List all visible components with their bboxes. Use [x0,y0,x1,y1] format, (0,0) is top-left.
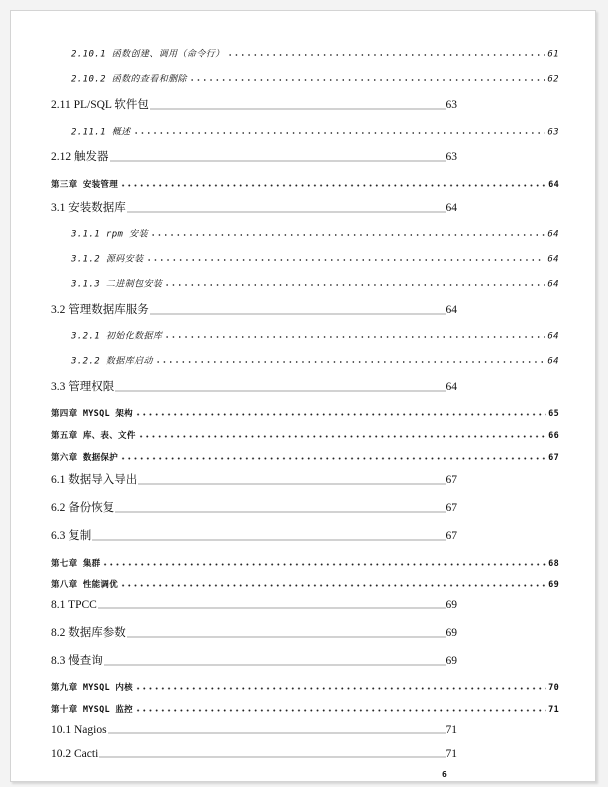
toc-entry-page-number: 69 [445,627,457,639]
toc-entry-title: 第八章 性能调优 [51,580,119,590]
toc-entry [51,681,559,693]
toc-entry-page-number: 71 [548,705,559,715]
toc-entry-page-number: 63 [547,127,559,138]
toc-entry-title: 第五章 库、表、文件 [51,431,136,441]
page-number: 6 [442,770,447,779]
toc-entry-page-number: 64 [445,304,457,316]
dot-leader [227,54,546,57]
toc-entry-title: 10.2 Cacti [51,748,99,760]
toc-entry-title: 6.1 数据导入导出 [51,474,138,486]
toc-entry-page-number: 70 [548,683,559,693]
toc-entry-page-number: 62 [547,74,559,85]
dot-leader [150,234,545,237]
toc-entry [51,652,457,668]
dot-leader [102,563,546,566]
toc-entry-title: 8.2 数据库参数 [51,627,126,639]
toc-entry-title: 第三章 安装管理 [51,180,119,190]
toc-entry-title: 2.10.1 函数创建、调用（命令行） [71,49,225,60]
toc-entry-page-number: 64 [547,229,559,240]
toc-entry [51,703,559,715]
dot-leader [104,663,446,666]
table-of-contents [11,11,595,781]
toc-entry-title: 3.1 安装数据库 [51,202,126,214]
toc-entry [51,578,559,590]
dot-leader [155,361,545,364]
dot-leader [115,389,445,392]
toc-entry-title: 3.2.1 初始化数据库 [71,331,163,342]
toc-entry [51,624,457,640]
dot-leader [120,584,546,587]
toc-entry-page-number: 68 [548,559,559,569]
toc-entry-title: 第六章 数据保护 [51,453,119,463]
dot-leader [120,457,546,460]
dot-leader [135,413,546,416]
toc-entry-page-number: 71 [445,748,457,760]
dot-leader [120,184,546,187]
toc-entry-title: 2.11.1 概述 [71,127,131,138]
toc-entry-title: 3.1.3 二进制包安装 [71,279,163,290]
toc-entry-title: 2.10.2 函数的查看和删除 [71,74,187,85]
toc-entry [51,599,457,611]
toc-entry [51,499,457,515]
toc-entry-page-number: 64 [547,356,559,367]
toc-entry [51,748,457,760]
document-page [10,10,596,782]
toc-entry-title: 8.1 TPCC [51,599,97,611]
dot-leader [138,482,445,485]
toc-entry-title: 第四章 MYSQL 架构 [51,409,133,419]
toc-entry [51,451,559,463]
toc-entry-page-number: 65 [548,409,559,419]
toc-entry [51,557,559,569]
toc-entry-page-number: 64 [445,202,457,214]
toc-entry [71,72,559,85]
toc-entry-page-number: 64 [547,331,559,342]
toc-entry [51,178,559,190]
toc-entry [51,407,559,419]
toc-entry [71,354,559,367]
toc-entry-title: 第七章 集群 [51,559,101,569]
toc-entry [51,429,559,441]
dot-leader [146,259,546,262]
toc-entry [51,378,457,394]
dot-leader [99,755,445,758]
toc-entry-title: 3.1.2 源码安装 [71,254,144,265]
toc-entry-page-number: 63 [445,151,457,163]
dot-leader [189,79,545,82]
dot-leader [150,312,446,315]
dot-leader [164,336,545,339]
toc-entry-title: 6.3 复制 [51,530,92,542]
toc-entry-title: 10.1 Nagios [51,724,107,736]
toc-entry-title: 6.2 备份恢复 [51,502,115,514]
toc-entry-page-number: 64 [548,180,559,190]
toc-entry-page-number: 67 [445,530,457,542]
toc-entry-page-number: 69 [548,580,559,590]
toc-entry [71,252,559,265]
toc-entry [51,471,457,487]
toc-entry-page-number: 64 [445,381,457,393]
toc-entry-page-number: 67 [445,474,457,486]
toc-entry-title: 2.12 触发器 [51,151,109,163]
dot-leader [150,107,446,110]
toc-entry-title: 3.2.2 数据库启动 [71,356,153,367]
toc-entry [51,301,457,317]
dot-leader [135,687,546,690]
toc-entry [71,329,559,342]
toc-entry [71,227,559,240]
toc-entry-page-number: 71 [445,724,457,736]
toc-entry [71,277,559,290]
dot-leader [92,538,445,541]
dot-leader [108,731,446,734]
dot-leader [98,606,446,609]
dot-leader [164,284,545,287]
toc-entry-page-number: 64 [547,279,559,290]
toc-entry-title: 3.3 管理权限 [51,381,115,393]
toc-entry-page-number: 67 [548,453,559,463]
toc-entry-title: 8.3 慢查询 [51,655,103,667]
dot-leader [133,132,546,135]
toc-entry-page-number: 69 [445,655,457,667]
toc-entry-page-number: 64 [547,254,559,265]
toc-entry [51,148,457,164]
dot-leader [127,210,446,213]
toc-entry [51,199,457,215]
toc-entry [51,527,457,543]
toc-entry-title: 3.1.1 rpm 安装 [71,229,148,240]
toc-entry [71,47,559,60]
dot-leader [138,435,547,438]
toc-entry [51,96,457,112]
toc-entry-title: 3.2 管理数据库服务 [51,304,149,316]
dot-leader [135,709,546,712]
toc-entry-title: 第十章 MYSQL 监控 [51,705,133,715]
toc-entry-page-number: 61 [547,49,559,60]
dot-leader [110,159,446,162]
toc-entry-page-number: 69 [445,599,457,611]
toc-entry [71,125,559,138]
toc-entry [51,724,457,736]
toc-entry-title: 2.11 PL/SQL 软件包 [51,99,149,111]
toc-entry-page-number: 63 [445,99,457,111]
dot-leader [127,635,446,638]
toc-entry-page-number: 67 [445,502,457,514]
dot-leader [115,510,445,513]
toc-entry-title: 第九章 MYSQL 内核 [51,683,133,693]
toc-entry-page-number: 66 [548,431,559,441]
